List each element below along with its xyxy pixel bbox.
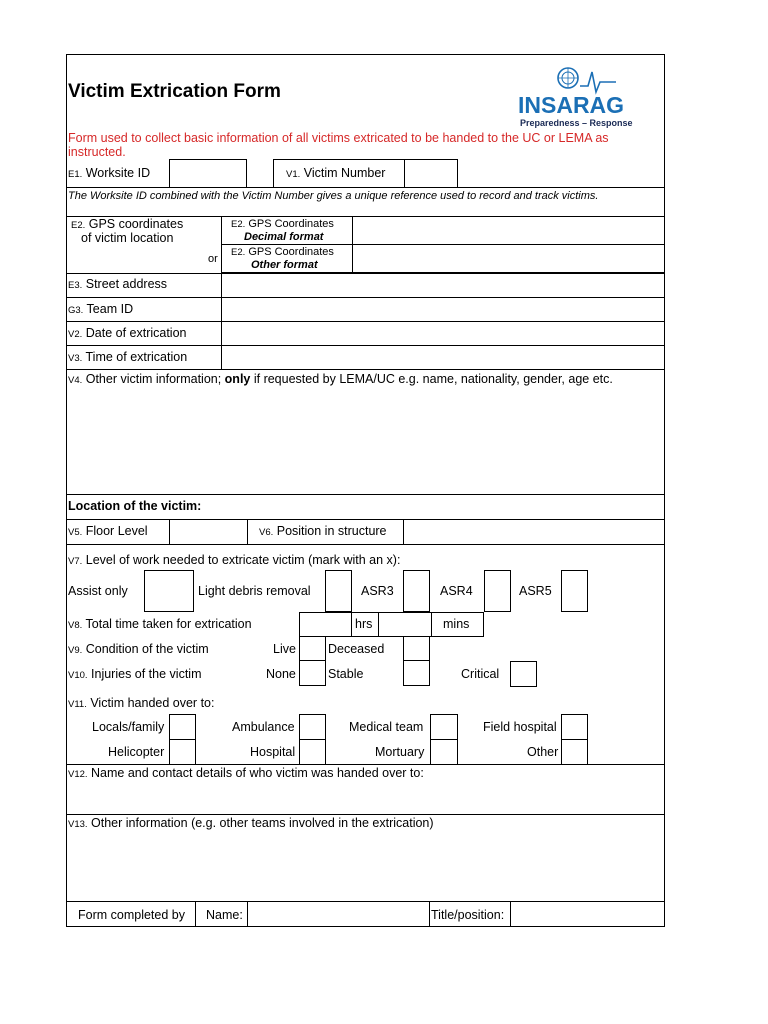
logo-tagline: Preparedness – Response: [520, 118, 633, 128]
asr4-label: ASR4: [440, 584, 473, 598]
other-label: Other: [527, 745, 559, 759]
mortuary-label: Mortuary: [375, 745, 425, 759]
locals-family-checkbox[interactable]: [169, 714, 196, 740]
form-completed-by-label: Form completed by: [78, 908, 185, 922]
ambulance-checkbox[interactable]: [299, 714, 326, 740]
hours-input[interactable]: [299, 612, 352, 637]
stable-checkbox[interactable]: [403, 660, 430, 686]
date-of-extrication-label: V2. Date of extrication: [68, 326, 187, 340]
gps-label-line2: of victim location: [81, 231, 174, 245]
victim-number-label: V1. Victim Number: [286, 166, 386, 180]
ambulance-label: Ambulance: [232, 720, 295, 734]
logo-text: INSARAG: [518, 92, 625, 118]
field-hospital-checkbox[interactable]: [561, 714, 588, 740]
street-address-input[interactable]: [222, 274, 664, 296]
light-debris-checkbox[interactable]: [325, 570, 352, 612]
gps-decimal-format: Decimal format: [244, 231, 324, 243]
other-information-input[interactable]: [67, 832, 664, 900]
page-title: Victim Extrication Form: [68, 81, 281, 102]
asr5-label: ASR5: [519, 584, 552, 598]
id-note: The Worksite ID combined with the Victim Number gives a unique reference used to record and track victims.: [68, 190, 599, 202]
time-of-extrication-input[interactable]: [222, 346, 664, 368]
asr3-checkbox[interactable]: [403, 570, 430, 612]
hospital-checkbox[interactable]: [299, 739, 326, 765]
contact-details-input[interactable]: [67, 782, 664, 813]
medical-team-label: Medical team: [349, 720, 424, 734]
none-checkbox[interactable]: [299, 660, 326, 686]
assist-only-label: Assist only: [68, 584, 128, 598]
gps-decimal-input[interactable]: [353, 217, 664, 244]
date-of-extrication-input[interactable]: [222, 322, 664, 344]
location-heading: Location of the victim:: [68, 499, 202, 513]
street-address-label: E3. Street address: [68, 277, 168, 291]
minutes-input[interactable]: [378, 612, 432, 637]
other-victim-info-input[interactable]: [67, 388, 664, 493]
gps-other-input[interactable]: [353, 245, 664, 272]
time-taken-label: V8. Total time taken for extrication: [68, 617, 252, 631]
deceased-label: Deceased: [328, 642, 385, 656]
title-position-label: Title/position:: [431, 908, 505, 922]
field-hospital-label: Field hospital: [483, 720, 557, 734]
live-checkbox[interactable]: [299, 636, 326, 661]
other-information-label: V13. Other information (e.g. other teams involved in the extrication): [68, 816, 434, 830]
gps-other-format: Other format: [251, 259, 318, 271]
medical-team-checkbox[interactable]: [430, 714, 458, 740]
position-in-structure-input[interactable]: [404, 520, 664, 543]
light-debris-label: Light debris removal: [198, 584, 311, 598]
asr3-label: ASR3: [361, 584, 394, 598]
time-of-extrication-label: V3. Time of extrication: [68, 350, 188, 364]
critical-label: Critical: [461, 667, 500, 681]
gps-label: E2. GPS coordinates: [71, 217, 184, 231]
intro-text-line2: instructed.: [68, 145, 126, 159]
gps-or: or: [208, 253, 218, 265]
name-input[interactable]: [248, 902, 428, 926]
gps-other-label: E2. GPS Coordinates: [231, 246, 334, 258]
injuries-label: V10. Injuries of the victim: [68, 667, 202, 681]
team-id-label: G3. Team ID: [68, 302, 134, 316]
none-label: None: [266, 667, 296, 681]
hrs-label: hrs: [355, 617, 373, 631]
floor-level-input[interactable]: [170, 520, 246, 543]
floor-level-label: V5. Floor Level: [68, 524, 148, 538]
deceased-checkbox[interactable]: [403, 636, 430, 661]
stable-label: Stable: [328, 667, 364, 681]
other-checkbox[interactable]: [561, 739, 588, 765]
worksite-id-label: E1. Worksite ID: [68, 166, 151, 180]
worksite-id-input[interactable]: [169, 159, 247, 188]
name-label: Name:: [206, 908, 243, 922]
intro-text-line1: Form used to collect basic information of all victims extricated to be handed to the UC or LEMA as: [68, 131, 609, 145]
live-label: Live: [273, 642, 296, 656]
mortuary-checkbox[interactable]: [430, 739, 458, 765]
handed-over-label: V11. Victim handed over to:: [68, 696, 215, 710]
hospital-label: Hospital: [250, 745, 296, 759]
gps-decimal-label: E2. GPS Coordinates: [231, 218, 334, 230]
position-in-structure-label: V6. Position in structure: [259, 524, 387, 538]
victim-number-input[interactable]: [404, 159, 458, 188]
helicopter-label: Helicopter: [108, 745, 165, 759]
locals-family-label: Locals/family: [92, 720, 165, 734]
asr4-checkbox[interactable]: [484, 570, 511, 612]
helicopter-checkbox[interactable]: [169, 739, 196, 765]
condition-label: V9. Condition of the victim: [68, 642, 209, 656]
team-id-input[interactable]: [222, 298, 664, 320]
asr5-checkbox[interactable]: [561, 570, 588, 612]
other-victim-info-label: V4. Other victim information; only if requested by LEMA/UC e.g. name, nationality, gender, age etc.: [68, 372, 613, 386]
mins-label: mins: [443, 617, 470, 631]
work-level-label: V7. Level of work needed to extricate victim (mark with an x):: [68, 553, 401, 567]
assist-only-checkbox[interactable]: [144, 570, 194, 612]
title-position-input[interactable]: [511, 902, 664, 926]
contact-details-label: V12. Name and contact details of who victim was handed over to:: [68, 766, 424, 780]
critical-checkbox[interactable]: [510, 661, 537, 687]
